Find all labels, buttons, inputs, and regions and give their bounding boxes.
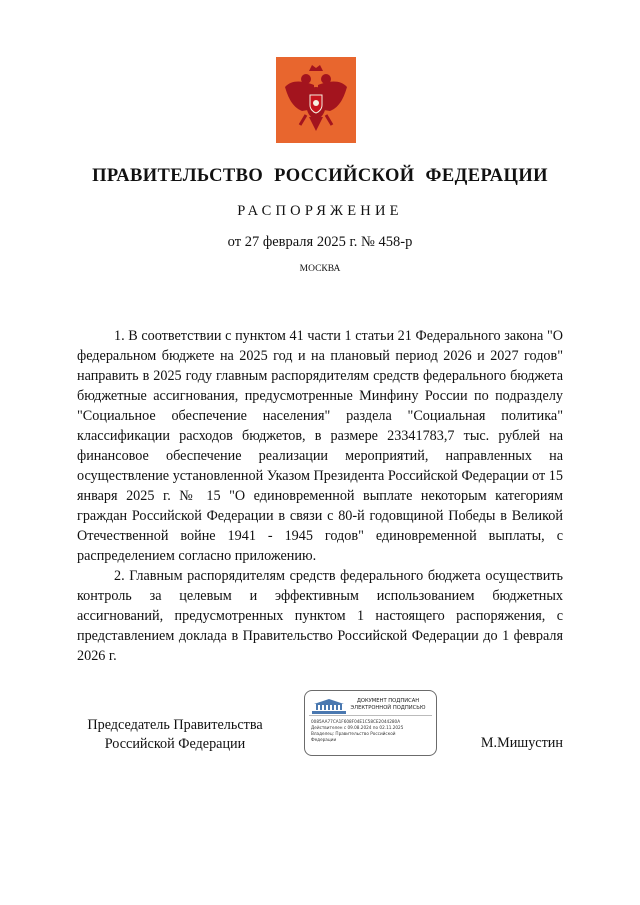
signatory-position-line-1: Председатель Правительства bbox=[87, 717, 263, 733]
government-building-icon bbox=[312, 698, 346, 714]
document-date: от 27 февраля 2025 г. № 458-р bbox=[227, 234, 413, 250]
stamp-owner-line-2: Федерации bbox=[311, 737, 337, 742]
signatory-position-line-2: Российской Федерации bbox=[104, 736, 246, 752]
signatory-name: М.Мишустин bbox=[480, 735, 563, 751]
electronic-signature-stamp bbox=[304, 690, 437, 756]
signatory-position bbox=[60, 716, 290, 754]
stamp-header-line-1: ДОКУМЕНТ ПОДПИСАН bbox=[356, 698, 420, 704]
stamp-divider bbox=[309, 715, 432, 716]
paragraph-1: 1. В соответствии с пунктом 41 части 1 статьи 21 Федерального закона "О федеральном бюджете на 2025 год и на плановый период 2026 и 2027 годов" направить в 2025 году главным распорядителям средств федерального бюджета бюджетные ассигнования, предусмотренные Минфину России по подразделу "Социальное обеспечение населения" раздела "Социальная политика" классификации расходов бюджетов, в размере 23341783,7 тыс. рублей на финансовое обеспечение реализации мероприятий, направленных на осуществление установленной Указом Президента Российской Федерации от 15 января 2025 г. № 15 "О единовременной выплате некоторым категориям граждан Российской Федерации в связи с 80-й годовщиной Победы в Великой Отечественной войне 1941 - 1945 годов" единовременной выплаты, с распределением согласно приложению. bbox=[77, 328, 563, 564]
coat-of-arms-icon bbox=[276, 57, 356, 143]
stamp-header bbox=[343, 698, 433, 712]
document-city: МОСКВА bbox=[299, 264, 341, 274]
stamp-owner-line-1: Владелец: Правительство Российской bbox=[311, 731, 396, 736]
government-title: ПРАВИТЕЛЬСТВО РОССИЙСКОЙ ФЕДЕРАЦИИ bbox=[92, 166, 548, 186]
stamp-validity: Действителен с 09.08.2024 по 02.11.2025 bbox=[311, 725, 404, 730]
paragraph-2: 2. Главным распорядителям средств федерального бюджета осуществить контроль за целевым и эффективным использованием бюджетных ассигнований, предусмотренных пунктом 1 настоящего распоряжения, с представлением доклада в Правительство Российской Федерации до 1 февраля 2026 г. bbox=[77, 568, 563, 664]
stamp-header-line-2: ЭЛЕКТРОННОЙ ПОДПИСЬЮ bbox=[350, 705, 426, 711]
document-body bbox=[77, 326, 563, 666]
document-type: РАСПОРЯЖЕНИЕ bbox=[237, 203, 403, 219]
stamp-details bbox=[311, 719, 433, 743]
stamp-certificate: 0085AA77CA1F608F04E1C58CE2044280A bbox=[311, 719, 401, 724]
